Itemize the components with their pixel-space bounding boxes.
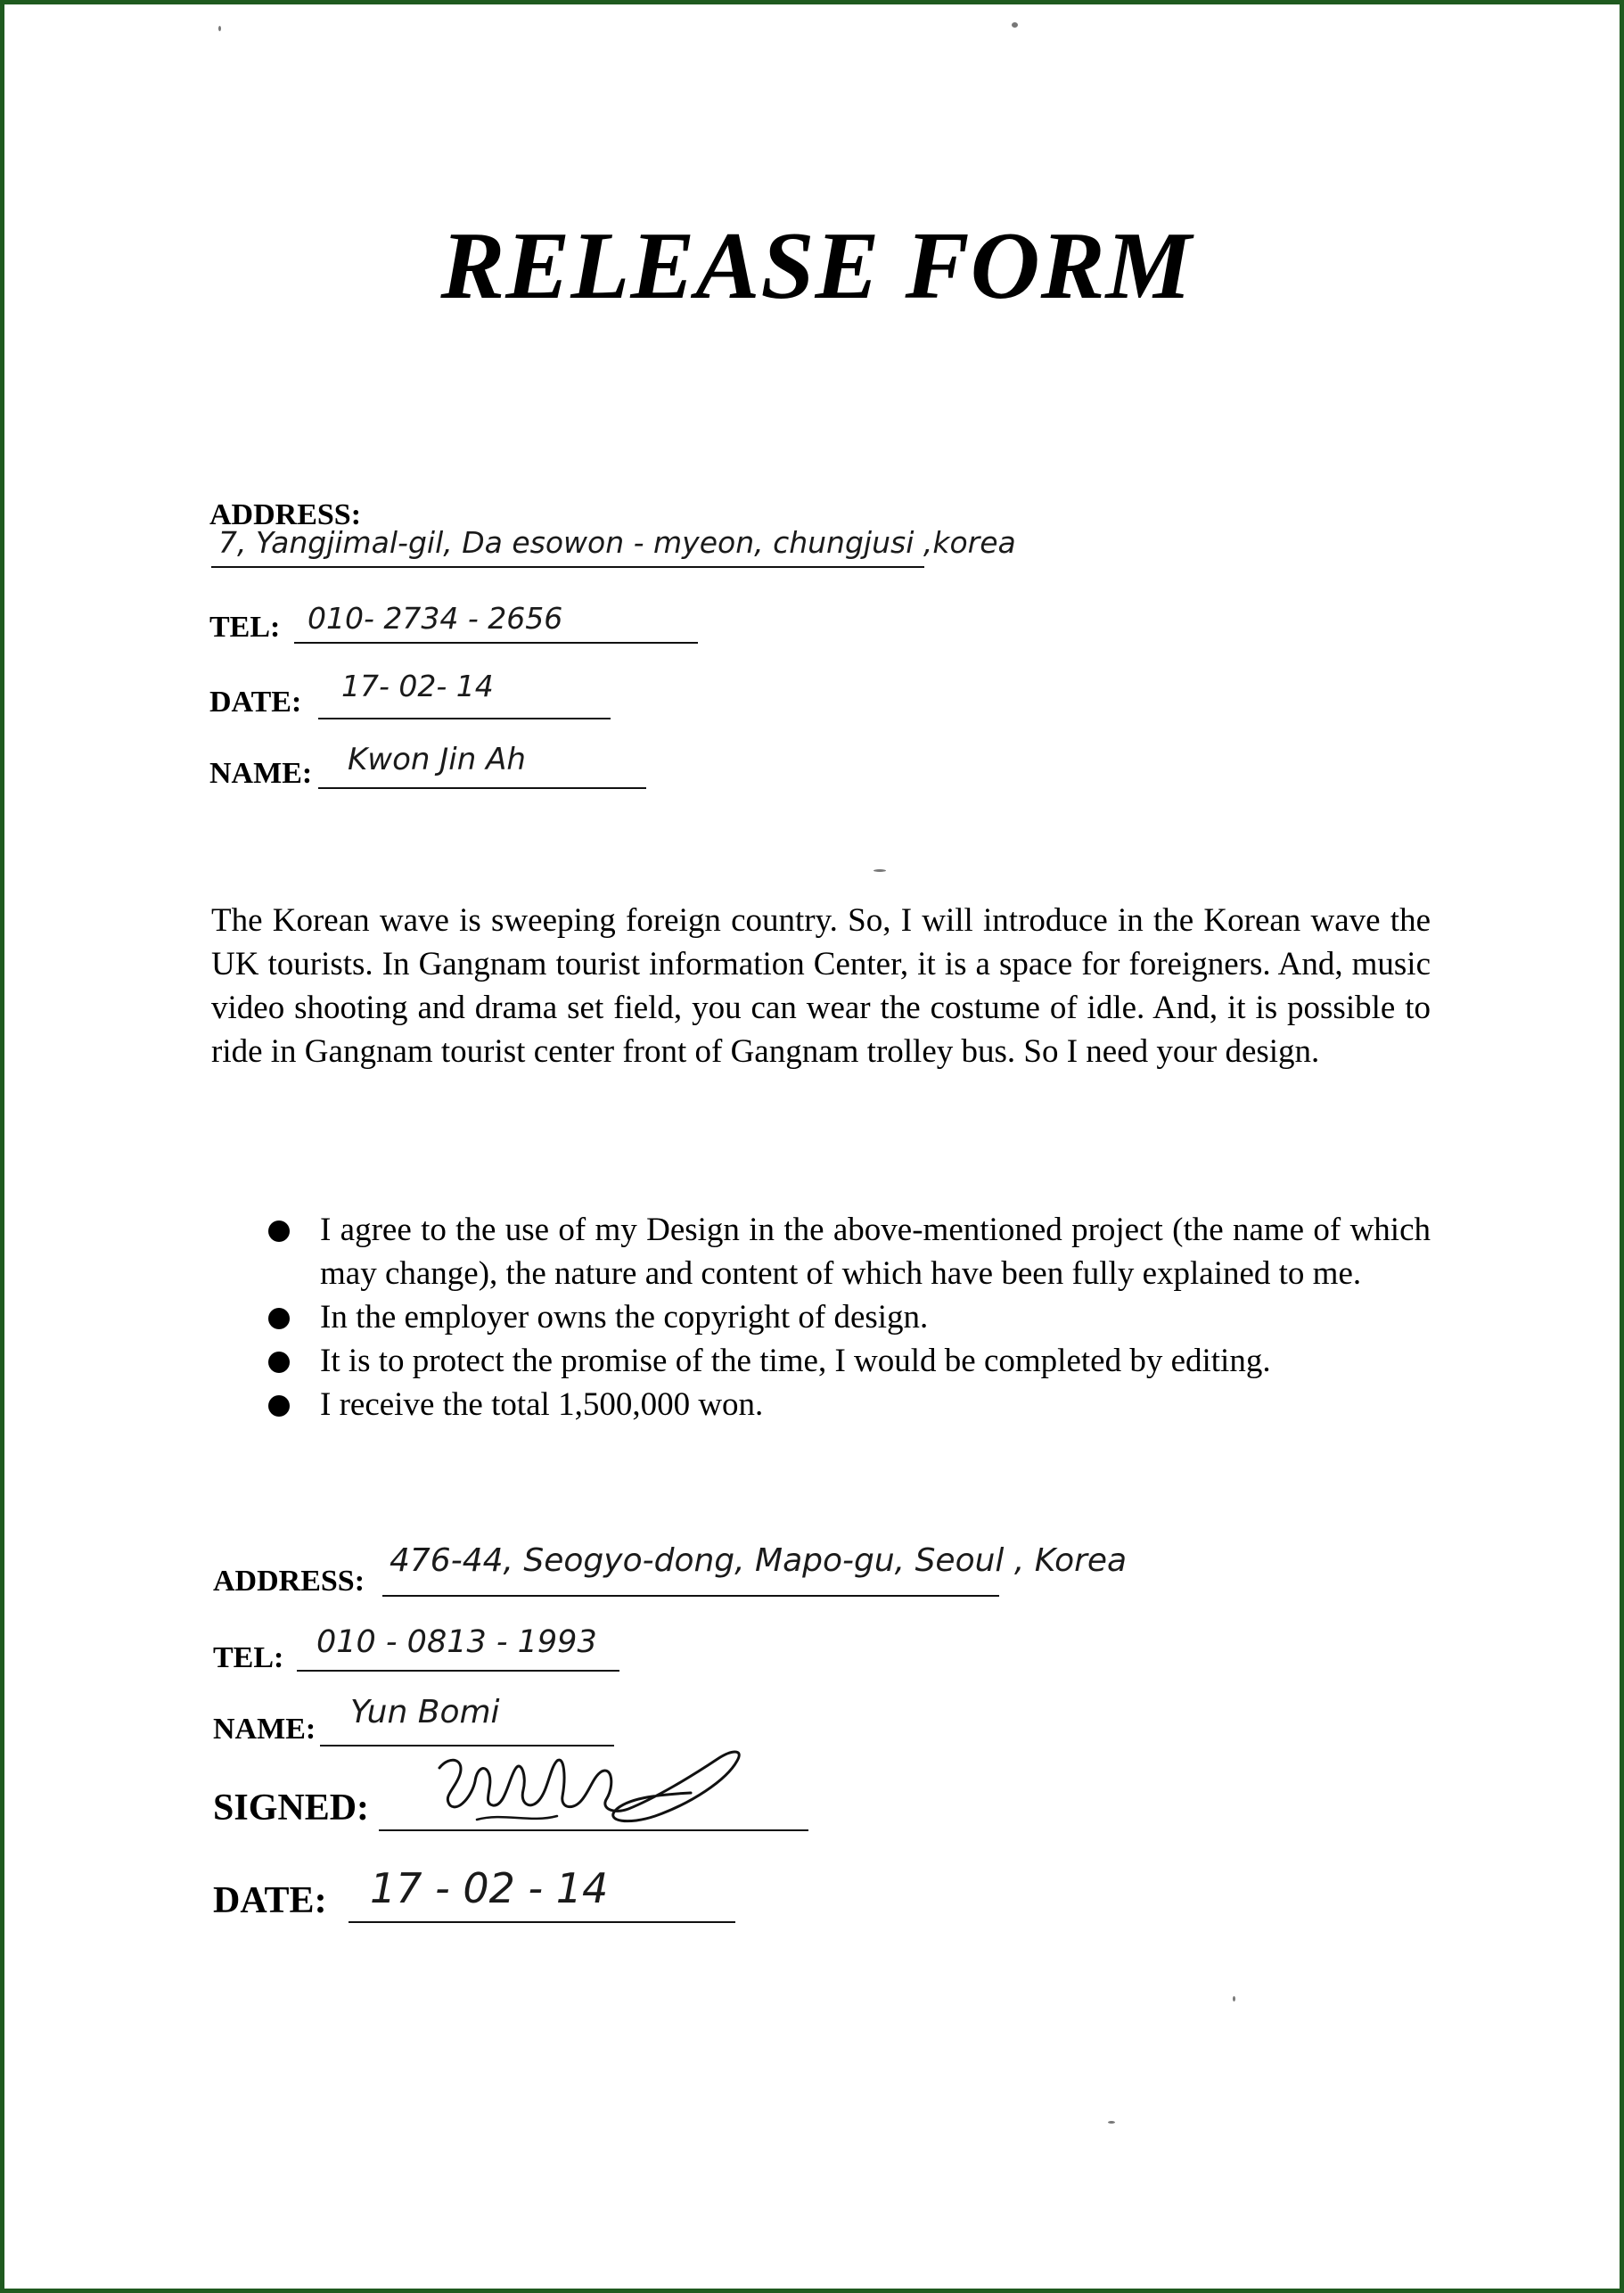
terms-list: [211, 1208, 1431, 1426]
scan-speck: [218, 26, 221, 31]
client-tel-line: [294, 642, 698, 644]
list-item: In the employer owns the copyright of design.: [211, 1295, 1431, 1339]
designer-tel-value: 010 - 0813 - 1993: [316, 1624, 597, 1660]
description-paragraph: The Korean wave is sweeping foreign country. So, I will introduce in the Korean wave the UK tourists. In Gangnam tourist information Center, it is a space for foreigners. And, music video shooting and drama set field, you can wear the costume of idle. And, it is possible to ride in Gangnam tourist center front of Gangnam trolley bus. So I need your design.: [211, 902, 1431, 1070]
signature-mark: [423, 1741, 780, 1830]
designer-tel-line: [297, 1670, 619, 1672]
designer-tel-label: TEL:: [213, 1641, 284, 1674]
list-item: It is to protect the promise of the time, I would be completed by editing.: [211, 1339, 1431, 1383]
designer-name-value: Yun Bomi: [350, 1694, 500, 1730]
client-name-value: Kwon Jin Ah: [348, 742, 526, 777]
scan-speck: [1233, 1996, 1235, 2001]
designer-name-label: NAME:: [213, 1713, 316, 1746]
bullet-icon: [268, 1352, 290, 1373]
list-item: I agree to the use of my Design in the above-mentioned project (the name of which may change), the nature and content of which have been fully explained to me.: [211, 1208, 1431, 1295]
designer-date-line: [349, 1921, 735, 1923]
designer-signature-line: [379, 1829, 808, 1831]
list-item: I receive the total 1,500,000 won.: [211, 1383, 1431, 1426]
designer-signed-label: SIGNED:: [213, 1788, 370, 1829]
client-address-line: [211, 566, 924, 568]
designer-date-value: 17 - 02 - 14: [370, 1864, 609, 1912]
scan-speck: [1108, 2121, 1115, 2124]
client-address-value: 7, Yangjimal-gil, Da esowon - myeon, chungjusi ,korea: [218, 525, 1016, 560]
designer-address-value: 476-44, Seogyo-dong, Mapo-gu, Seoul , Korea: [390, 1542, 1128, 1579]
client-address-label: ADDRESS:: [209, 498, 362, 531]
client-tel-label: TEL:: [209, 611, 281, 644]
client-tel-value: 010- 2734 - 2656: [308, 601, 563, 636]
scan-speck: [1012, 22, 1018, 28]
bullet-icon: [268, 1220, 290, 1242]
designer-address-line: [382, 1595, 999, 1597]
designer-date-label: DATE:: [213, 1880, 327, 1921]
client-date-value: 17- 02- 14: [341, 669, 494, 703]
client-name-label: NAME:: [209, 757, 313, 790]
bullet-icon: [268, 1395, 290, 1417]
designer-address-label: ADDRESS:: [213, 1565, 365, 1598]
client-date-label: DATE:: [209, 686, 302, 719]
bullet-icon: [268, 1308, 290, 1329]
client-name-line: [318, 787, 646, 789]
scan-speck: [874, 869, 886, 872]
page-title: RELEASE FORM: [440, 213, 1193, 319]
client-date-line: [318, 718, 611, 719]
